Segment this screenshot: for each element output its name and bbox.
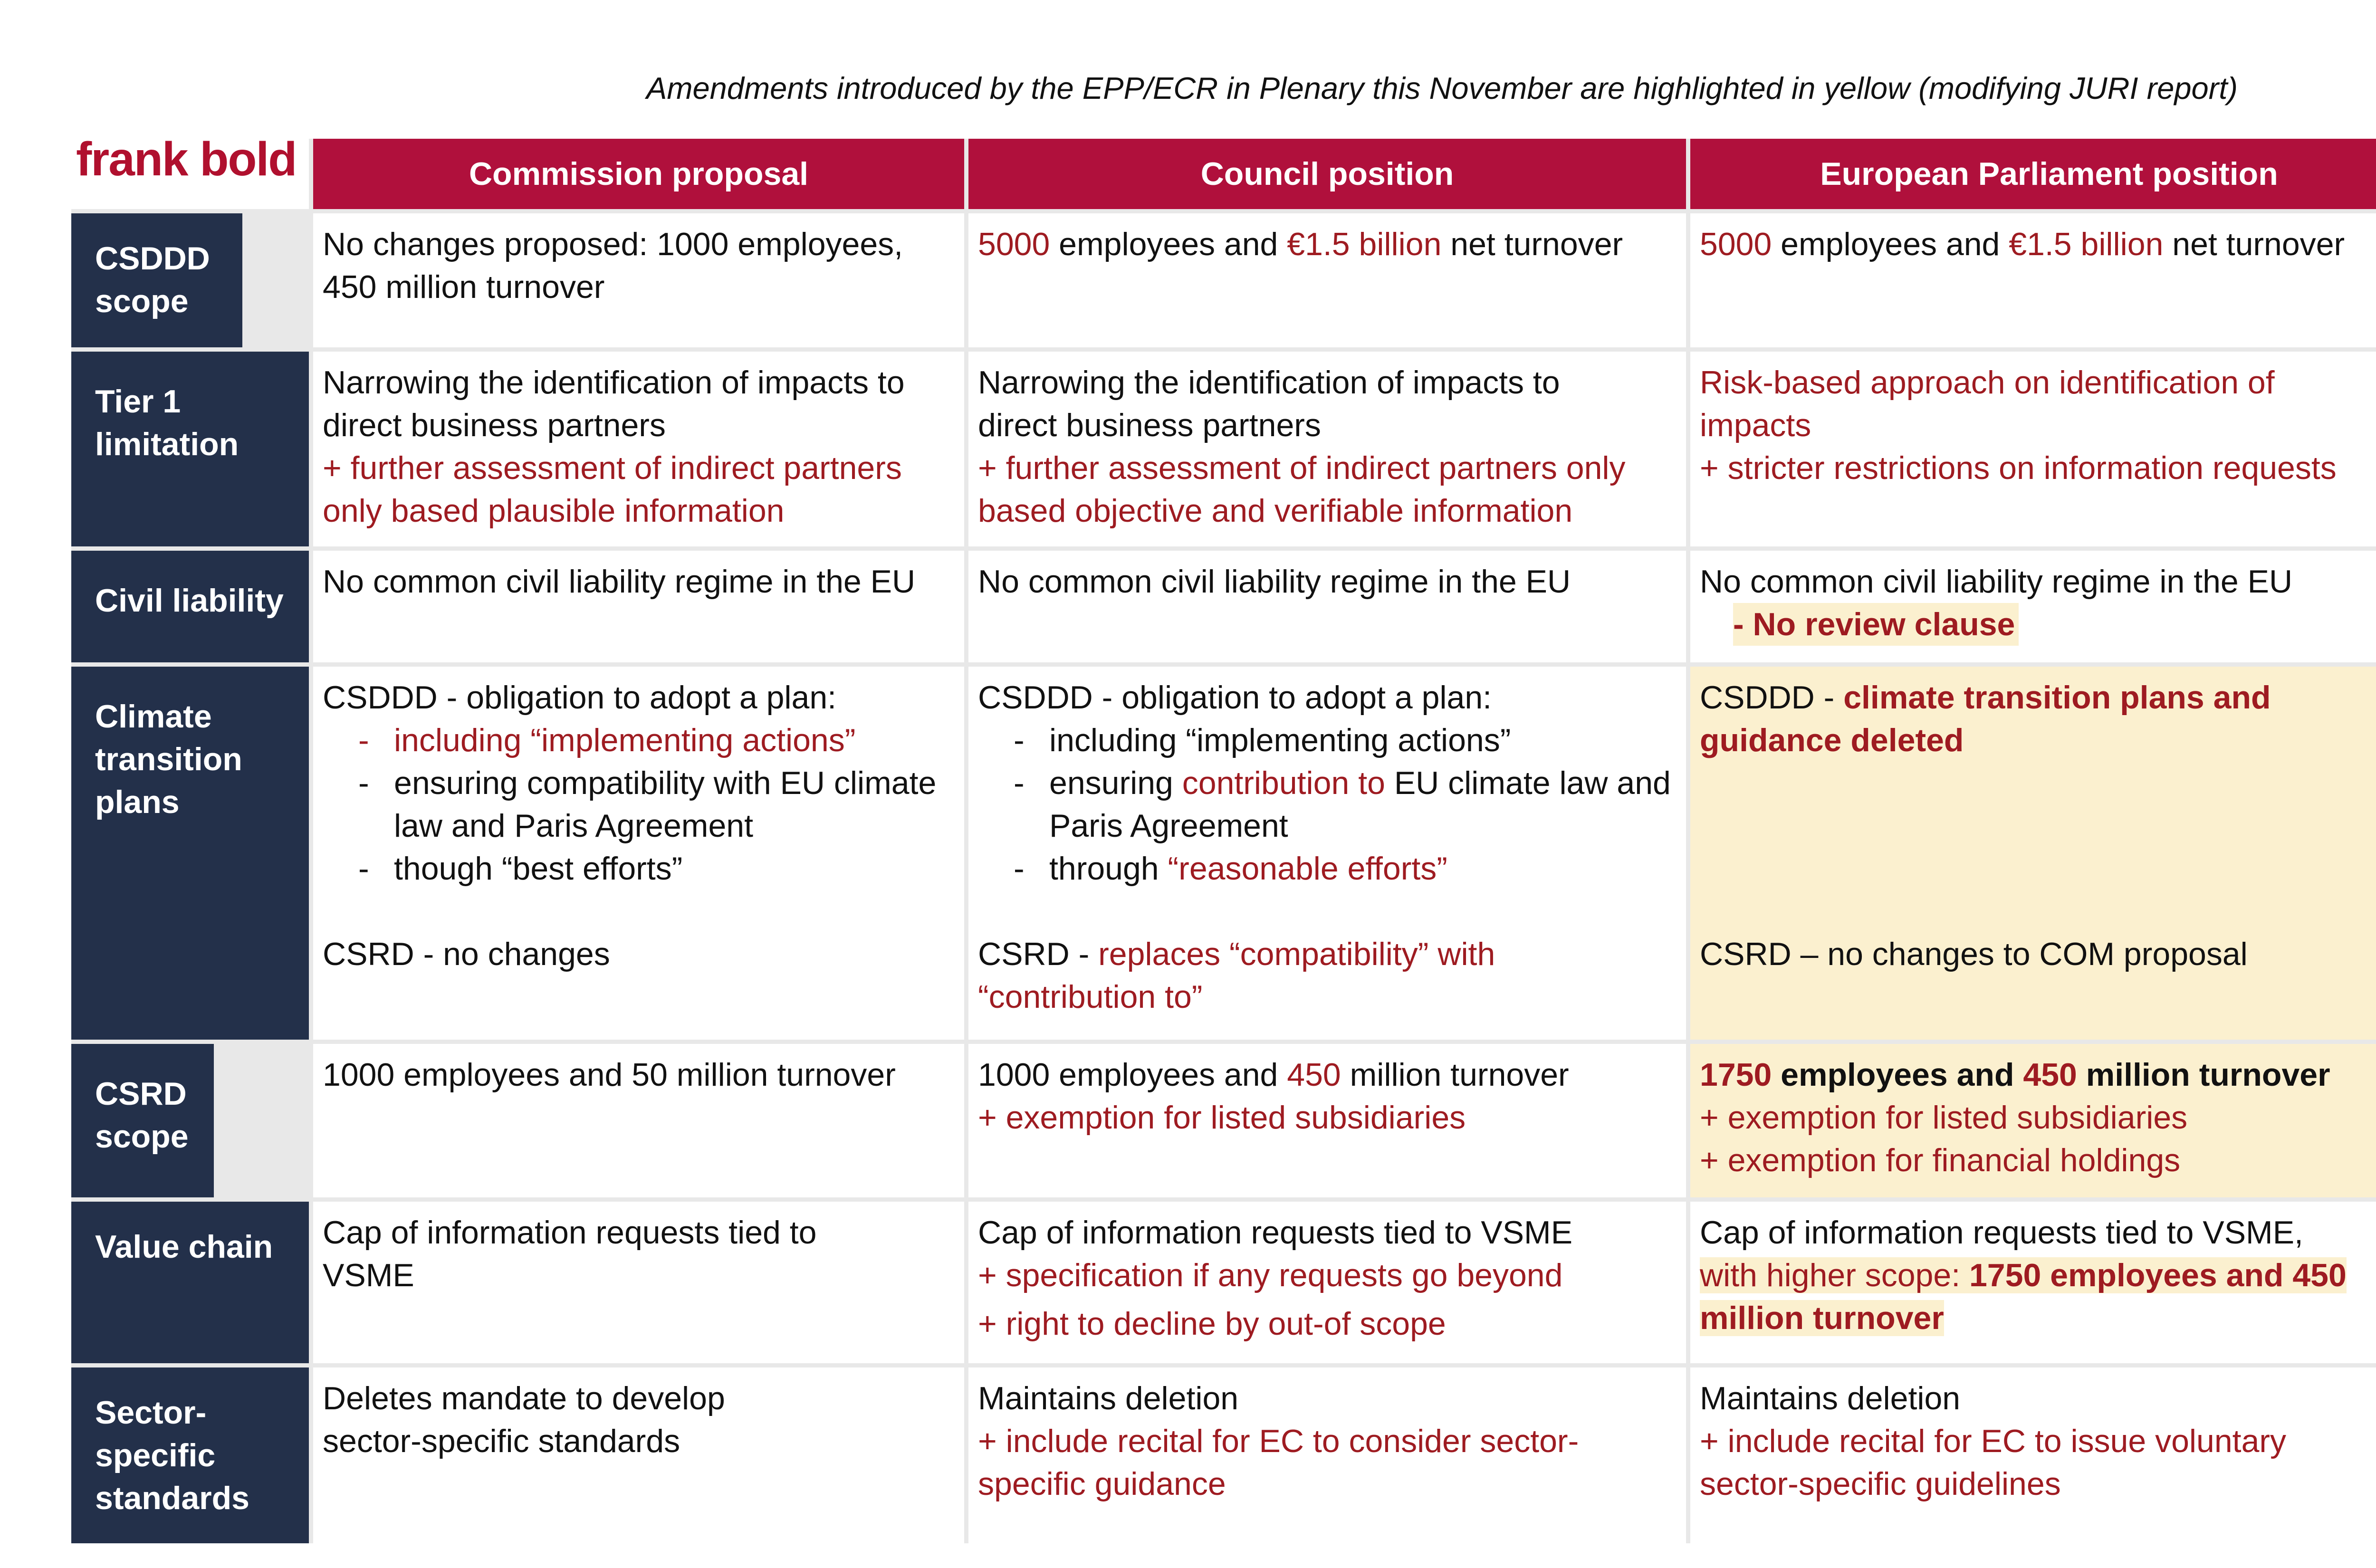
row-header-tier1: Tier 1 limitation <box>71 352 309 546</box>
parliament-scope-text: employees and <box>1772 226 2009 262</box>
climate-commission-item-3-text: though “best efforts” <box>394 851 683 887</box>
value-chain-parliament <box>1690 1202 2376 1363</box>
climate-commission <box>313 667 964 1040</box>
climate-council-item-3: - through “reasonable efforts” <box>1014 851 1447 887</box>
value-chain-council-change-1: + specification if any requests go beyond <box>978 1257 1563 1293</box>
sector-commission: Deletes mandate to develop sector-specific standards <box>313 1367 964 1543</box>
climate-council-item-2-c: EU climate law and Paris Agreement <box>1049 765 1671 844</box>
csddd-scope-commission: No changes proposed: 1000 employees, 450 million turnover <box>313 213 964 347</box>
tier1-commission <box>313 352 964 546</box>
climate-parliament-csddd-b: climate transition plans and guidance deleted <box>1700 679 2271 758</box>
council-employee-threshold: 5000 <box>978 226 1050 262</box>
parliament-scope-text-end: net turnover <box>2163 226 2345 262</box>
csrd-scope-council-change: + exemption for listed subsidiaries <box>978 1100 1466 1136</box>
sector-parliament-change: + include recital for EC to issue voluntary sector-specific guidelines <box>1700 1423 2287 1502</box>
parliament-employee-threshold: 5000 <box>1700 226 1772 262</box>
row-header-civil-liability: Civil liability <box>71 551 309 662</box>
tier1-parliament <box>1690 352 2376 546</box>
row-header-climate-transition: Climate transition plans <box>71 667 309 1040</box>
climate-council-item-2-b: contribution to <box>1182 765 1385 801</box>
tier1-parliament-change-1: Risk-based approach on identification of impacts <box>1700 364 2275 443</box>
csrd-scope-council-c: million turnover <box>1341 1057 1569 1093</box>
sector-council <box>968 1367 1686 1543</box>
row-header-value-chain: Value chain <box>71 1202 309 1363</box>
climate-council <box>968 667 1686 1040</box>
csrd-scope-commission: 1000 employees and 50 million turnover <box>313 1044 964 1197</box>
csrd-scope-council-a: 1000 employees and <box>978 1057 1287 1093</box>
climate-council-csrd <box>978 933 1677 1018</box>
climate-commission-item-1-text: including “implementing actions” <box>394 722 856 758</box>
csddd-scope-council <box>968 213 1686 347</box>
csrd-scope-parliament-b: employees and <box>1772 1057 2023 1093</box>
climate-commission-intro: CSDDD - obligation to adopt a plan: <box>323 679 837 716</box>
csrd-scope-parliament-change-2: + exemption for financial holdings <box>1700 1142 2181 1178</box>
climate-council-item-3-b: “reasonable efforts” <box>1168 851 1447 887</box>
csrd-scope-parliament-c: 450 <box>2023 1057 2077 1093</box>
climate-council-item-1-text: including “implementing actions” <box>1049 722 1511 758</box>
comparison-table <box>71 139 2376 1543</box>
value-chain-council-change-2: + right to decline by out-of scope <box>978 1306 1446 1342</box>
value-chain-parliament-hl-b: 1750 employees and 450 million turnover <box>1700 1257 2347 1336</box>
climate-council-csrd-a: CSRD - <box>978 936 1099 972</box>
column-header-parliament: European Parliament position <box>1690 139 2376 209</box>
council-scope-text-end: net turnover <box>1441 226 1623 262</box>
sector-parliament <box>1690 1367 2376 1543</box>
column-header-council: Council position <box>968 139 1686 209</box>
column-header-commission: Commission proposal <box>313 139 964 209</box>
csddd-scope-parliament <box>1690 213 2376 347</box>
tier1-council <box>968 352 1686 546</box>
sector-parliament-text: Maintains deletion <box>1700 1380 1961 1416</box>
sector-council-text: Maintains deletion <box>978 1380 1239 1416</box>
value-chain-parliament-text: Cap of information requests tied to VSME, <box>1700 1214 2303 1251</box>
value-chain-commission: Cap of information requests tied to VSME <box>313 1202 964 1363</box>
parliament-turnover-threshold: €1.5 billion <box>2009 226 2164 262</box>
climate-council-intro: CSDDD - obligation to adopt a plan: <box>978 679 1492 716</box>
row-header-sector-standards: Sector-specific standards <box>71 1367 309 1543</box>
value-chain-parliament-highlight <box>1700 1257 2347 1336</box>
no-review-clause: - No review clause <box>1733 603 2019 646</box>
csrd-scope-parliament-line <box>1700 1053 2376 1096</box>
csrd-scope-council <box>968 1044 1686 1197</box>
climate-commission-item-2-text: ensuring compatibility with EU climate law and Paris Agreement <box>394 765 937 844</box>
climate-council-item-3-a: through <box>1049 851 1168 887</box>
climate-parliament <box>1690 667 2376 1040</box>
tier1-council-text: Narrowing the identification of impacts to direct business partners <box>978 364 1560 443</box>
csrd-scope-council-line <box>978 1053 1677 1096</box>
tier1-parliament-change-2: + stricter restrictions on information requests <box>1700 450 2337 486</box>
council-scope-text: employees and <box>1050 226 1287 262</box>
csrd-scope-council-b: 450 <box>1287 1057 1341 1093</box>
council-turnover-threshold: €1.5 billion <box>1287 226 1442 262</box>
climate-commission-item-2: - ensuring compatibility with EU climate law and Paris Agreement <box>358 765 937 844</box>
civil-liability-parliament-text: No common civil liability regime in the EU <box>1700 564 2293 600</box>
row-header-csrd-scope: CSRD scope <box>71 1044 214 1197</box>
row-header-csddd-scope: CSDDD scope <box>71 213 242 347</box>
civil-liability-parliament <box>1690 551 2376 662</box>
climate-council-item-1: - including “implementing actions” <box>1014 722 1511 758</box>
csrd-scope-parliament-d: million turnover <box>2077 1057 2330 1093</box>
csrd-scope-parliament <box>1690 1044 2376 1197</box>
climate-commission-item-1: - including “implementing actions” <box>358 722 856 758</box>
tier1-council-change: + further assessment of indirect partners only based objective and verifiable information <box>978 450 1626 529</box>
climate-parliament-csddd-a: CSDDD - <box>1700 679 1844 716</box>
climate-parliament-csrd: CSRD – no changes to COM proposal <box>1700 936 2248 972</box>
climate-commission-item-3: - though “best efforts” <box>358 851 683 887</box>
climate-council-item-2-a: ensuring <box>1049 765 1182 801</box>
frank-bold-logo: frank bold <box>76 133 297 186</box>
csrd-scope-parliament-change-1: + exemption for listed subsidiaries <box>1700 1100 2188 1136</box>
climate-council-csrd-b: replaces “compatibility” with “contribution to” <box>978 936 1495 1015</box>
climate-commission-csrd: CSRD - no changes <box>323 936 610 972</box>
sector-council-change: + include recital for EC to consider sector-specific guidance <box>978 1423 1579 1502</box>
civil-liability-council: No common civil liability regime in the EU <box>968 551 1686 662</box>
value-chain-parliament-hl-a: with higher scope: <box>1700 1257 1969 1293</box>
amendments-note: Amendments introduced by the EPP/ECR in Plenary this November are highlighted in yellow (modifying JURI report) <box>646 71 2238 105</box>
civil-liability-commission: No common civil liability regime in the EU <box>313 551 964 662</box>
csrd-scope-parliament-a: 1750 <box>1700 1057 1772 1093</box>
tier1-commission-text: Narrowing the identification of impacts to direct business partners <box>323 364 905 443</box>
tier1-commission-change: + further assessment of indirect partners only based plausible information <box>323 450 902 529</box>
value-chain-council-text: Cap of information requests tied to VSME <box>978 1214 1573 1251</box>
climate-parliament-csddd <box>1700 676 2376 762</box>
climate-council-item-2: - ensuring contribution to EU climate law and Paris Agreement <box>1014 765 1671 844</box>
value-chain-council <box>968 1202 1686 1363</box>
